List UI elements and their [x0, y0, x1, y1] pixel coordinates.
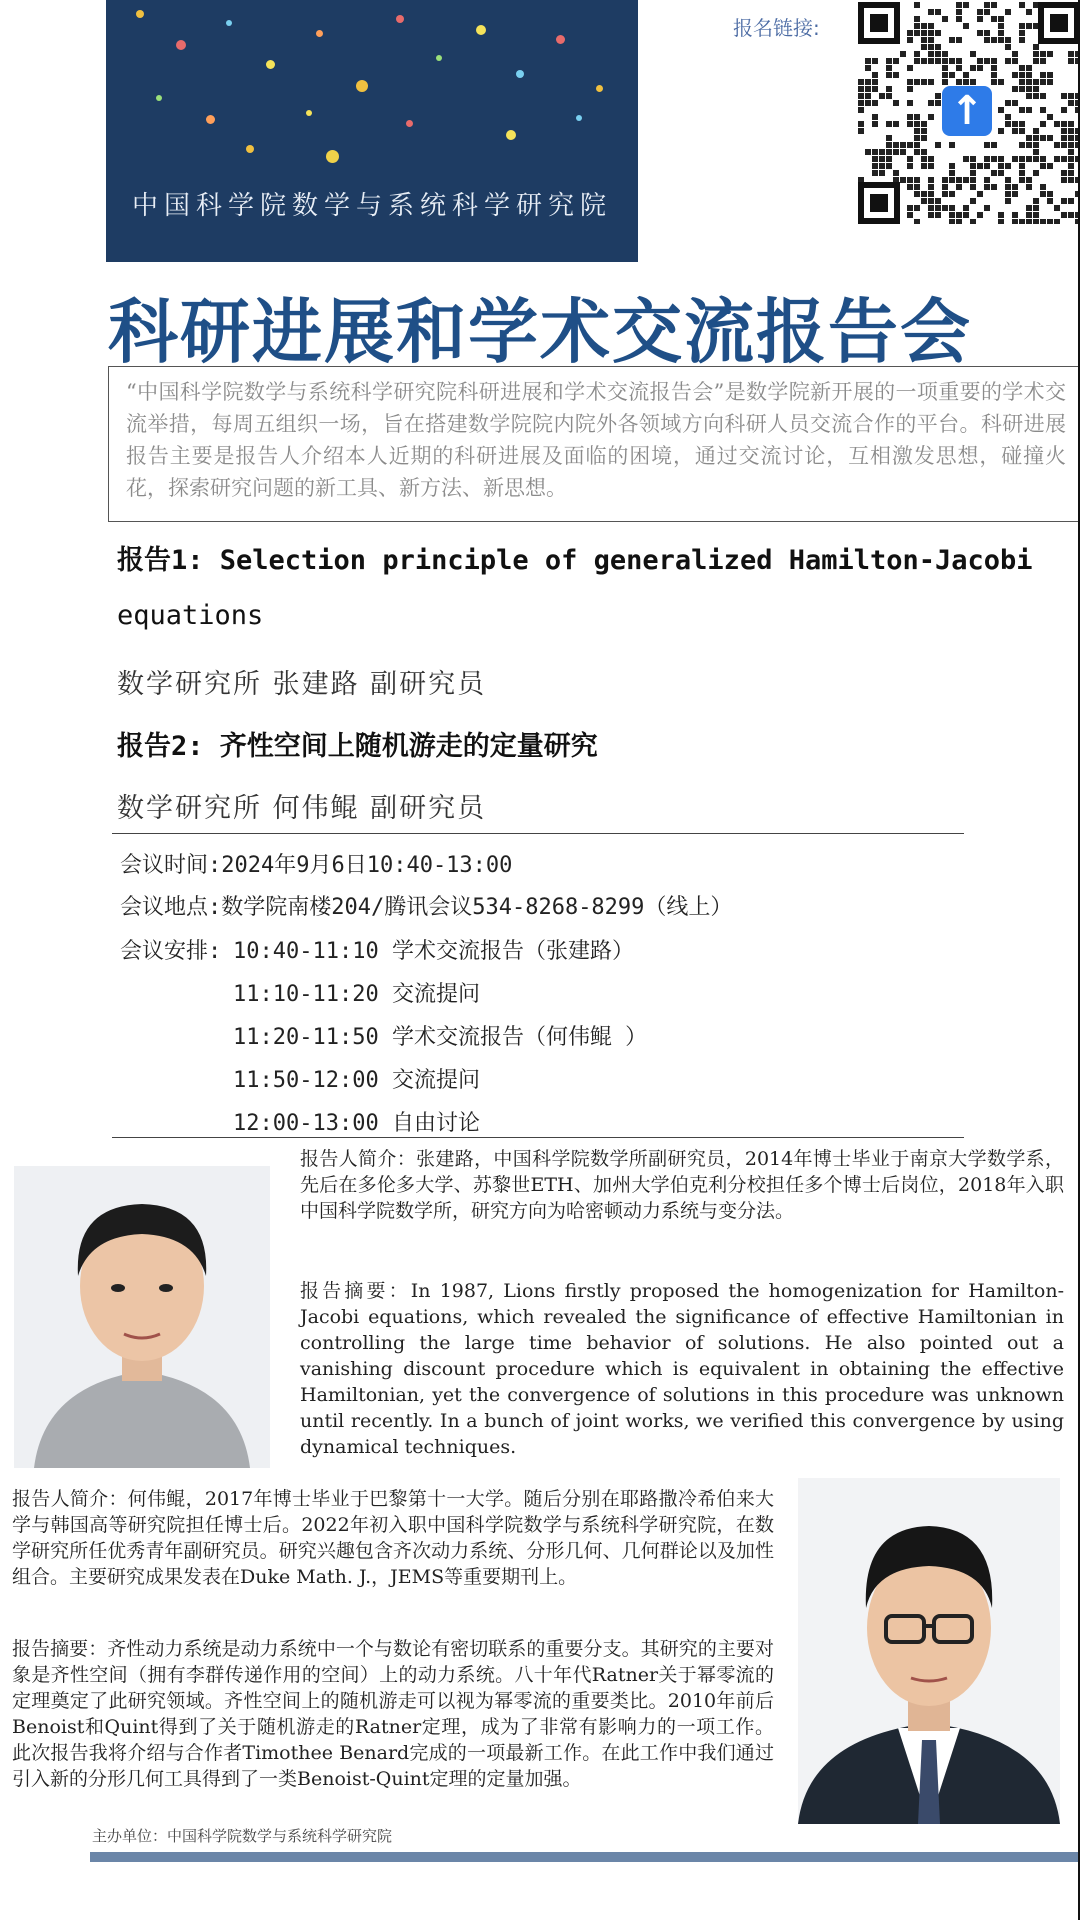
talk1-title-continued: equations [117, 600, 264, 631]
schedule-item: 10:40-11:10 学术交流报告（张建路） [233, 939, 634, 964]
speaker2-abstract: 报告摘要：齐性动力系统是动力系统中一个与数论有密切联系的重要分支。其研究的主要对象是齐性空间（拥有李群传递作用的空间）上的动力系统。八十年代Ratner关于幂零流的定理奠定了此研究领域。齐性空间上的随机游走可以视为幂零流的重要类比。2010年前后Benoist和Quint得到了关于随机游走的Ratner定理，成为了非常有影响力的一项工作。此次报告我将介绍与合作者Timothee Benard完成的一项最新工作。在此工作中我们通过引入新的分形几何工具得到了一类Benoist-Quint定理的定量加强。 [12, 1638, 774, 1790]
talk2-speaker: 数学研究所 何伟鲲 副研究员 [117, 793, 487, 824]
schedule-item: 11:10-11:20 交流提问 [233, 982, 480, 1007]
speaker1-photo [14, 1166, 270, 1468]
banner-institute-name: 中国科学院数学与系统科学研究院 [131, 191, 612, 221]
intro-paragraph: “中国科学院数学与系统科学研究院科研进展和学术交流报告会”是数学院新开展的一项重要的学术交流举措，每周五组织一场，旨在搭建数学院院内院外各领域方向科研人员交流合作的平台。科研进展报告主要是报告人介绍本人近期的科研进展及面临的困境，通过交流讨论，互相激发思想，碰撞火花，探索研究问题的新工具、新方法、新思想。 [126, 380, 1066, 500]
app-logo-icon: ↑ [942, 86, 992, 136]
speaker2-bio: 报告人简介：何伟鲲，2017年博士毕业于巴黎第十一大学。随后分别在耶路撒冷希伯来大学与韩国高等研究院担任博士后。2022年初入职中国科学院数学与系统科学研究院，在数学研究所任优秀青年副研究员。研究兴趣包含齐次动力系统、分形几何、几何群论以及加性组合。主要研究成果发表在Duke Math. J.，JEMS等重要期刊上。 [12, 1488, 774, 1588]
qr-finder-icon [858, 2, 900, 44]
talk2-title: 报告2: 齐性空间上随机游走的定量研究 [117, 731, 598, 762]
organizer: 主办单位：中国科学院数学与系统科学研究院 [92, 1827, 393, 1845]
schedule-item: 11:20-11:50 学术交流报告（何伟鲲 ） [233, 1025, 648, 1050]
schedule-label: 会议安排: [120, 939, 222, 964]
page-title: 科研进展和学术交流报告会 [108, 291, 972, 373]
speaker2-photo [798, 1478, 1060, 1824]
meeting-time: 会议时间:2024年9月6日10:40-13:00 [120, 853, 513, 878]
speaker1-bio: 报告人简介：张建路，中国科学院数学所副研究员，2014年博士毕业于南京大学数学系，先后在多伦多大学、苏黎世ETH、加州大学伯克利分校担任多个博士后岗位，2018年入职中国科学院数学所，研究方向为哈密顿动力系统与变分法。 [300, 1148, 1064, 1222]
divider [112, 1137, 964, 1138]
talk1-title: 报告1: Selection principle of generalized Hamilton-Jacobi [117, 545, 1033, 576]
institute-banner [106, 0, 638, 262]
speaker1-abstract: 报告摘要：In 1987, Lions firstly proposed the homogenization for Hamilton-Jacobi equations, which revealed the significance of effective Hamiltonian in controlling the large time behavior of solutions. He also pointed out a vanishing discount procedure which is equivalent in obtaining the effective Hamiltonian, yet the convergence of solutions in this procedure was unknown until recently. In a bunch of joint works, we verified this convergence by using dynamical techniques. [300, 1280, 1064, 1458]
meeting-place: 会议地点:数学院南楼204/腾讯会议534-8268-8299（线上） [120, 895, 733, 920]
divider [112, 833, 964, 834]
schedule-item: 11:50-12:00 交流提问 [233, 1068, 480, 1093]
qr-finder-icon [1038, 2, 1080, 44]
qr-finder-icon [858, 182, 900, 224]
footer-bar [90, 1852, 1080, 1862]
schedule-item: 12:00-13:00 自由讨论 [233, 1111, 480, 1136]
talk1-speaker: 数学研究所 张建路 副研究员 [117, 669, 487, 700]
registration-qr-code[interactable] [858, 2, 1080, 224]
qr-label: 报名链接: [733, 16, 820, 40]
